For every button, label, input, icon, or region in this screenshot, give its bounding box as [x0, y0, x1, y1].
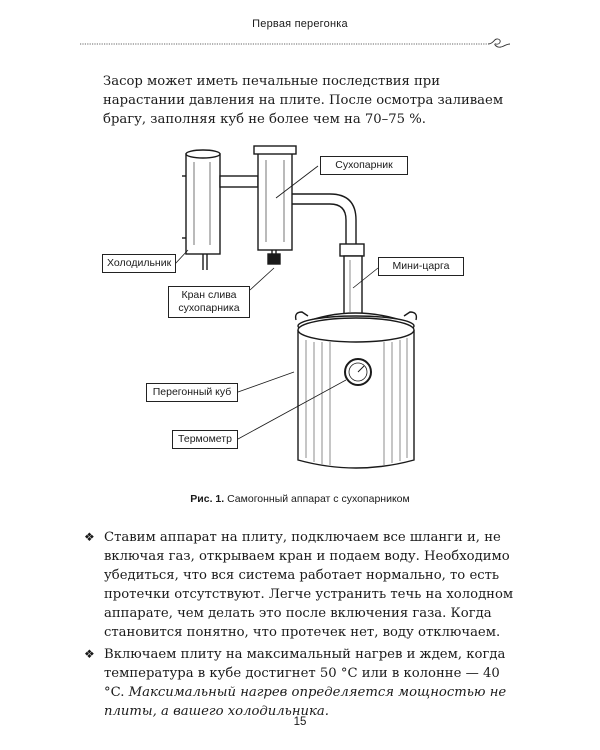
bullet-diamond-icon: ❖ [84, 647, 95, 661]
bullet-item [82, 645, 522, 721]
drain-valve [268, 254, 280, 264]
bullet-item [82, 528, 522, 642]
apparatus-drawing [60, 140, 540, 485]
label-dryer: Сухопарник [320, 156, 408, 175]
figure-apparatus [60, 140, 540, 489]
bullet-list [82, 528, 522, 724]
connecting-pipe [220, 176, 258, 187]
caption-text: Самогонный аппарат с сухопарником [224, 493, 410, 505]
label-cooler: Холодильник [102, 254, 176, 273]
label-mini-column: Мини-царга [378, 257, 464, 276]
running-header: Первая перегонка [252, 18, 348, 30]
dryer-body [258, 150, 292, 250]
bullet-diamond-icon: ❖ [84, 530, 95, 544]
cooler-top [186, 150, 220, 158]
figure-caption [0, 493, 600, 505]
mini-column-top [340, 244, 364, 256]
caption-number: Рис. 1. [190, 493, 225, 505]
label-thermometer: Термометр [172, 430, 238, 449]
still-body [298, 330, 414, 468]
bullet-text: Ставим аппарат на плиту, подключаем все шланги и, не включая газ, открываем кран и подаем воду. Необходимо убедиться, что вся система работает нормально, то есть протечки отсутствуют. Легче устранить течь на холодном аппарате, чем делать это после включения газа. Когда становится понятно, что протечек нет, воду отключаем. [104, 530, 514, 640]
cooler-body [186, 154, 220, 254]
label-still: Перегонный куб [146, 383, 238, 402]
intro-paragraph: Засор может иметь печальные последствия при нарастании давления на плите. После осмотра заливаем брагу, заполняя куб не более чем на 70–75 %. [103, 74, 504, 127]
label-drain-valve-line2: сухопарника [178, 302, 240, 314]
mini-column [344, 256, 362, 316]
bullet-italic-text: Максимальный нагрев определяется мощностью не плиты, а вашего холодильника. [104, 685, 507, 719]
label-drain-valve-line1: Кран слива [181, 289, 237, 301]
header-rule [80, 36, 510, 52]
label-drain-valve [168, 286, 250, 318]
page-number: 15 [293, 716, 307, 728]
bullet-text: Включаем плиту на максимальный нагрев и ждем, когда температура в кубе достигнет 50 °C или в колонне — 40 °C. [104, 647, 506, 700]
